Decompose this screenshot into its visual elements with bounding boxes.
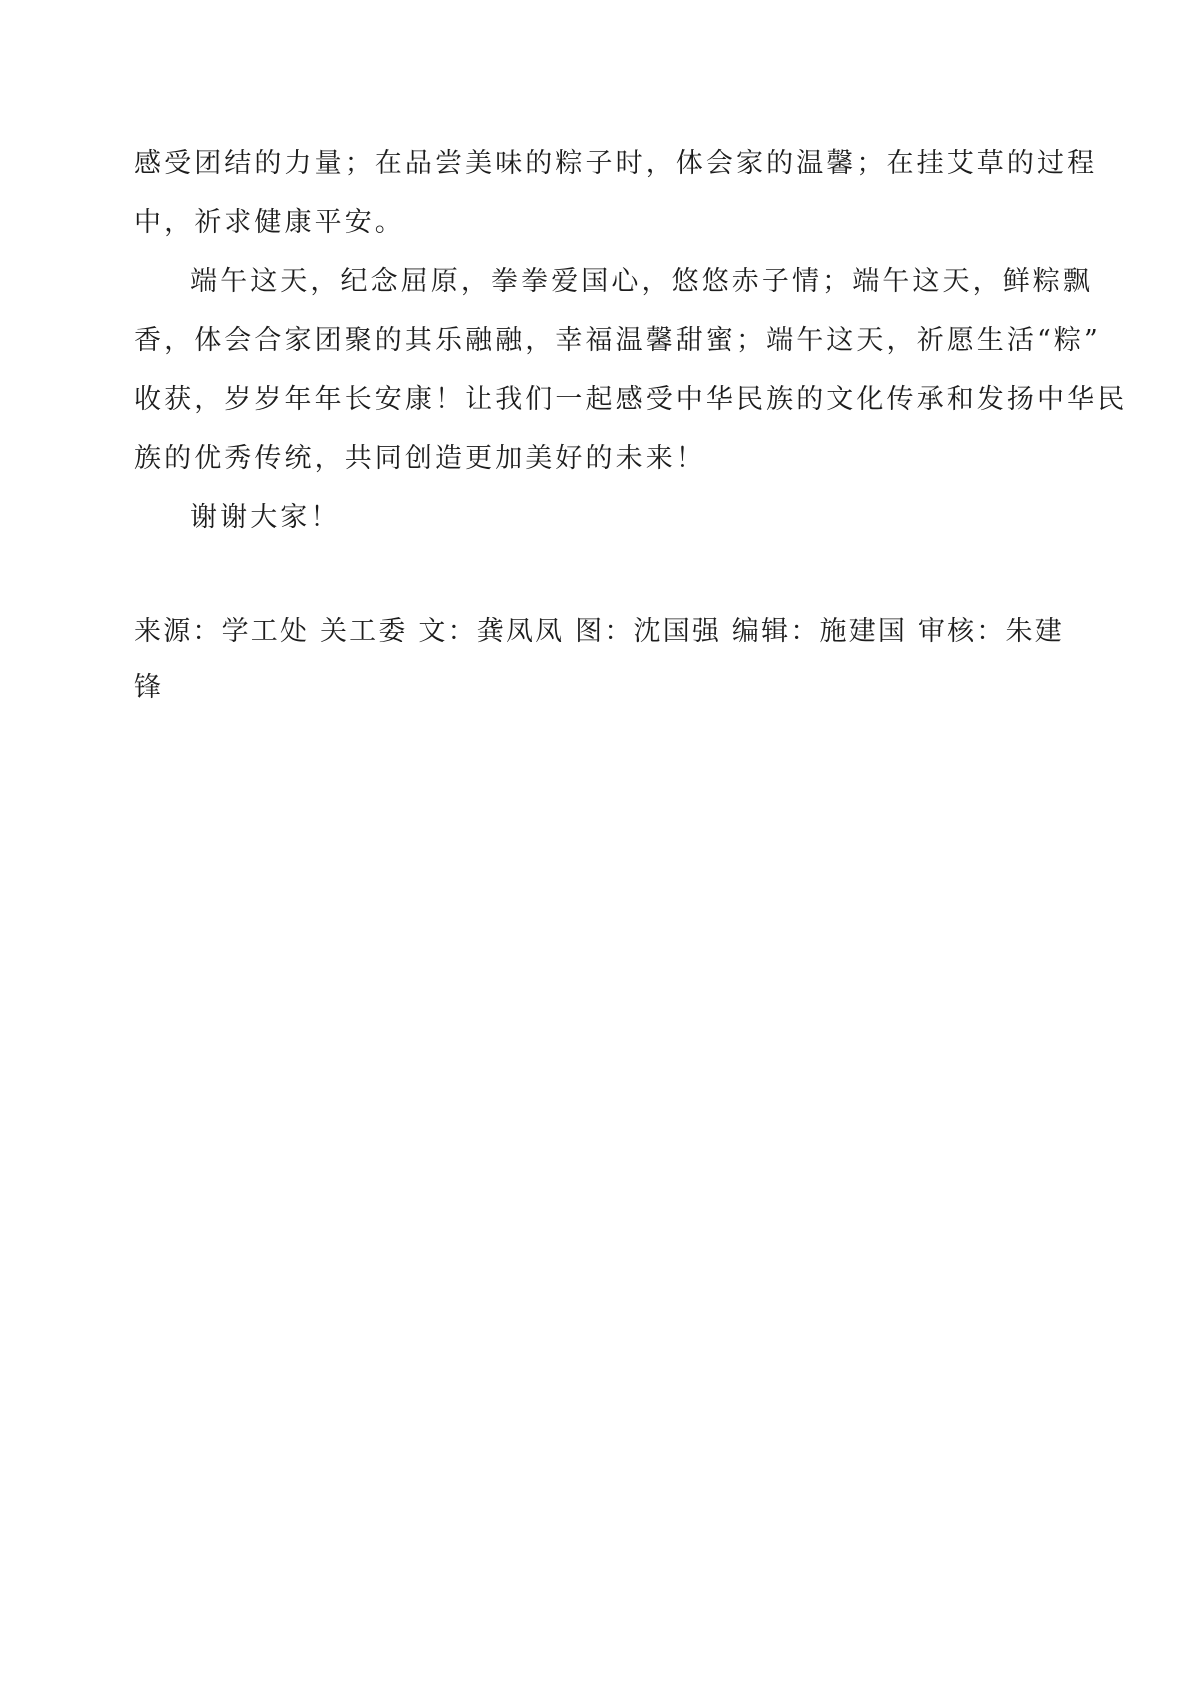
paragraph-2-line-4: 族的优秀传统，共同创造更加美好的未来！ xyxy=(134,443,706,474)
paragraph-1-line-1: 感受团结的力量；在品尝美味的粽子时，体会家的温馨；在挂艾草的过程 xyxy=(134,148,1098,179)
credits-line-2: 锋 xyxy=(134,672,164,703)
paragraph-2-line-3: 收获，岁岁年年长安康！让我们一起感受中华民族的文化传承和发扬中华民 xyxy=(134,384,1128,415)
paragraph-2-line-2: 香，体会合家团聚的其乐融融，幸福温馨甜蜜；端午这天，祈愿生活“粽” xyxy=(134,325,1101,356)
paragraph-2-line-1: 端午这天，纪念屈原，拳拳爱国心，悠悠赤子情；端午这天，鲜粽飘 xyxy=(190,266,1093,297)
paragraph-3-line-1: 谢谢大家！ xyxy=(190,502,341,533)
paragraph-1-line-2: 中，祈求健康平安。 xyxy=(134,207,405,238)
credits-line-1: 来源：学工处 关工委 文：龚凤凤 图：沈国强 编辑：施建国 审核：朱建 xyxy=(134,616,1064,647)
